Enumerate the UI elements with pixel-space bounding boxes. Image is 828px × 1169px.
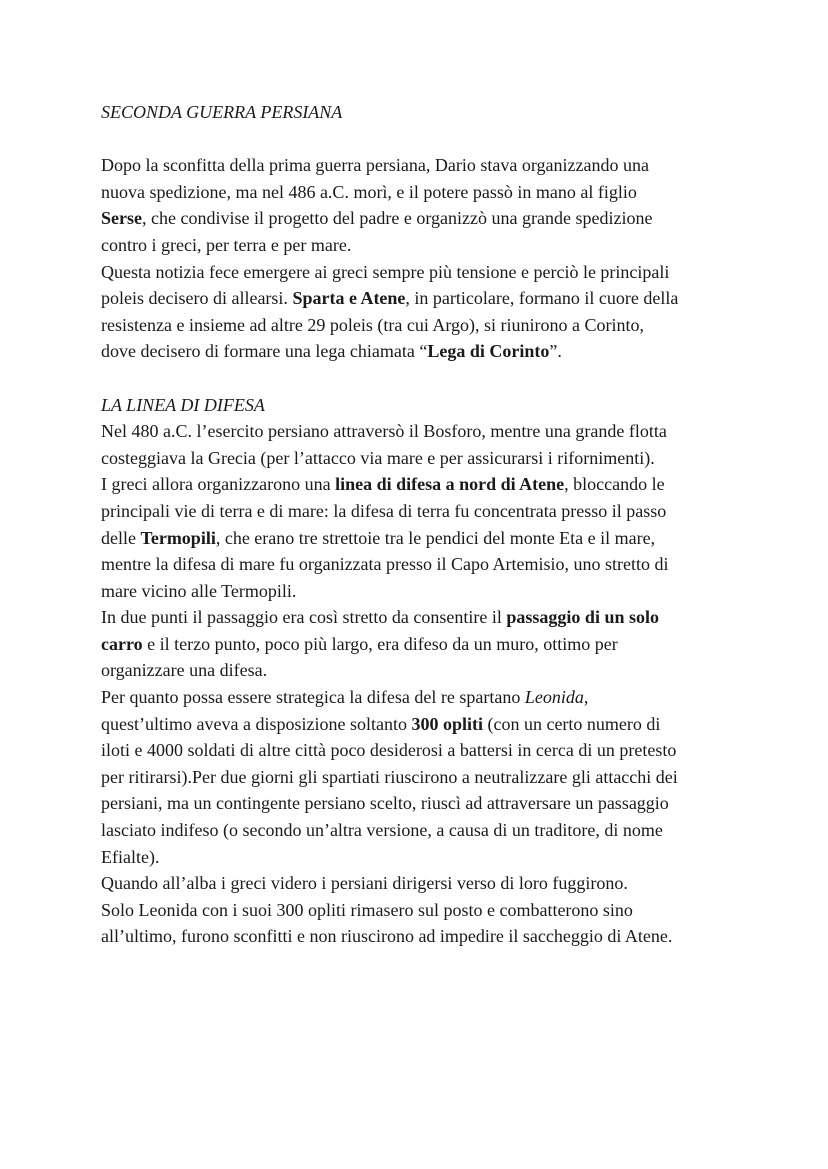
text-run: Nel 480 a.C. l’esercito persiano attraversò il Bosforo, mentre una grande flotta: [101, 421, 667, 442]
text-run: resistenza e insieme ad altre 29 poleis (tra cui Argo), si riunirono a Corinto,: [101, 314, 645, 335]
section-title: SECONDA GUERRA PERSIANA: [101, 102, 343, 122]
bold-text: linea di difesa a nord di Atene: [335, 474, 565, 495]
text-run: , che condivise il progetto del padre e organizzò una grande spedizione: [141, 208, 653, 229]
bold-text: Lega di Corinto: [427, 341, 550, 362]
text-run: In due punti il passaggio era così stretto da consentire il: [101, 607, 507, 628]
text-line: [101, 152, 741, 179]
text-run: , che erano tre strettoie tra le pendici del monte Eta e il mare,: [215, 527, 656, 548]
text-run: (con un certo numero di: [482, 713, 661, 734]
text-line: [101, 445, 741, 472]
bold-text: passaggio di un solo: [506, 607, 659, 628]
text-line: [101, 551, 741, 578]
text-run: Per quanto possa essere strategica la difesa del re spartano: [101, 687, 525, 708]
italic-text: Leonida: [524, 687, 584, 708]
text-run: quest’ultimo aveva a disposizione soltanto: [101, 713, 412, 734]
text-run: persiani, ma un contingente persiano scelto, riuscì ad attraversare un passaggio: [101, 793, 669, 814]
paragraph-block: [101, 418, 741, 950]
paragraph-block: [101, 152, 741, 365]
text-run: iloti e 4000 soldati di altre città poco desiderosi a battersi in cerca di un pretesto: [101, 740, 677, 761]
text-line: [101, 232, 741, 259]
text-run: e il terzo punto, poco più largo, era difeso da un muro, ottimo per: [142, 633, 618, 654]
bold-text: Sparta e Atene: [292, 288, 406, 309]
text-run: Quando all’alba i greci videro i persiani dirigersi verso di loro fuggirono.: [101, 873, 628, 894]
document-page: [101, 99, 741, 950]
text-line: [101, 338, 741, 365]
text-run: contro i greci, per terra e per mare.: [101, 234, 352, 255]
text-run: ,: [583, 687, 589, 708]
text-line: [101, 498, 741, 525]
bold-text: Serse: [101, 208, 142, 229]
text-run: costeggiava la Grecia (per l’attacco via mare e per assicurarsi i rifornimenti).: [101, 447, 655, 468]
text-run: delle: [101, 527, 141, 548]
text-run: , in particolare, formano il cuore della: [405, 288, 679, 309]
text-line: [101, 657, 741, 684]
text-run: nuova spedizione, ma nel 486 a.C. morì, e il potere passò in mano al figlio: [101, 181, 637, 202]
text-line: [101, 525, 741, 552]
bold-text: Termopili: [140, 527, 216, 548]
text-line: [101, 684, 741, 711]
text-run: I greci allora organizzarono una: [101, 474, 336, 495]
blank-line: [101, 365, 741, 392]
text-line: [101, 844, 741, 871]
text-run: lasciato indifeso (o secondo un’altra versione, a causa di un traditore, di nome: [101, 820, 663, 841]
text-line: [101, 764, 741, 791]
text-line: [101, 259, 741, 286]
text-run: Efialte).: [101, 846, 160, 867]
text-line: [101, 817, 741, 844]
text-run: all’ultimo, furono sconfitti e non riuscirono ad impedire il saccheggio di Atene.: [101, 926, 673, 947]
text-line: [101, 923, 741, 950]
text-line: [101, 418, 741, 445]
text-run: principali vie di terra e di mare: la difesa di terra fu concentrata presso il passo: [101, 500, 667, 521]
text-line: [101, 790, 741, 817]
text-line: [101, 179, 741, 206]
text-run: poleis decisero di allearsi.: [101, 288, 293, 309]
bold-text: 300 opliti: [411, 713, 483, 734]
text-line: [101, 578, 741, 605]
text-line: [101, 737, 741, 764]
text-run: , bloccando le: [564, 474, 665, 495]
text-run: Dopo la sconfitta della prima guerra persiana, Dario stava organizzando una: [101, 155, 649, 176]
text-run: Questa notizia fece emergere ai greci sempre più tensione e perciò le principali: [101, 261, 670, 282]
text-run: ”.: [549, 341, 562, 362]
section-title: LA LINEA DI DIFESA: [101, 394, 265, 415]
text-line: [101, 205, 741, 232]
text-line: [101, 631, 741, 658]
text-run: dove decisero di formare una lega chiamata “: [101, 341, 428, 362]
text-line: [101, 870, 741, 897]
text-run: mare vicino alle Termopili.: [101, 580, 297, 601]
text-line: [101, 711, 741, 738]
text-line: [101, 312, 741, 339]
text-run: per ritirarsi).Per due giorni gli spartiati riuscirono a neutralizzare gli attacchi dei: [101, 766, 678, 787]
text-line: [101, 604, 741, 631]
text-line: [101, 285, 741, 312]
text-line: [101, 471, 741, 498]
blank-line: [101, 126, 741, 153]
text-run: mentre la difesa di mare fu organizzata presso il Capo Artemisio, uno stretto di: [101, 554, 669, 575]
text-run: organizzare una difesa.: [101, 660, 268, 681]
text-line: [101, 897, 741, 924]
text-run: Solo Leonida con i suoi 300 opliti rimasero sul posto e combatterono sino: [101, 899, 633, 920]
bold-text: carro: [101, 633, 143, 654]
